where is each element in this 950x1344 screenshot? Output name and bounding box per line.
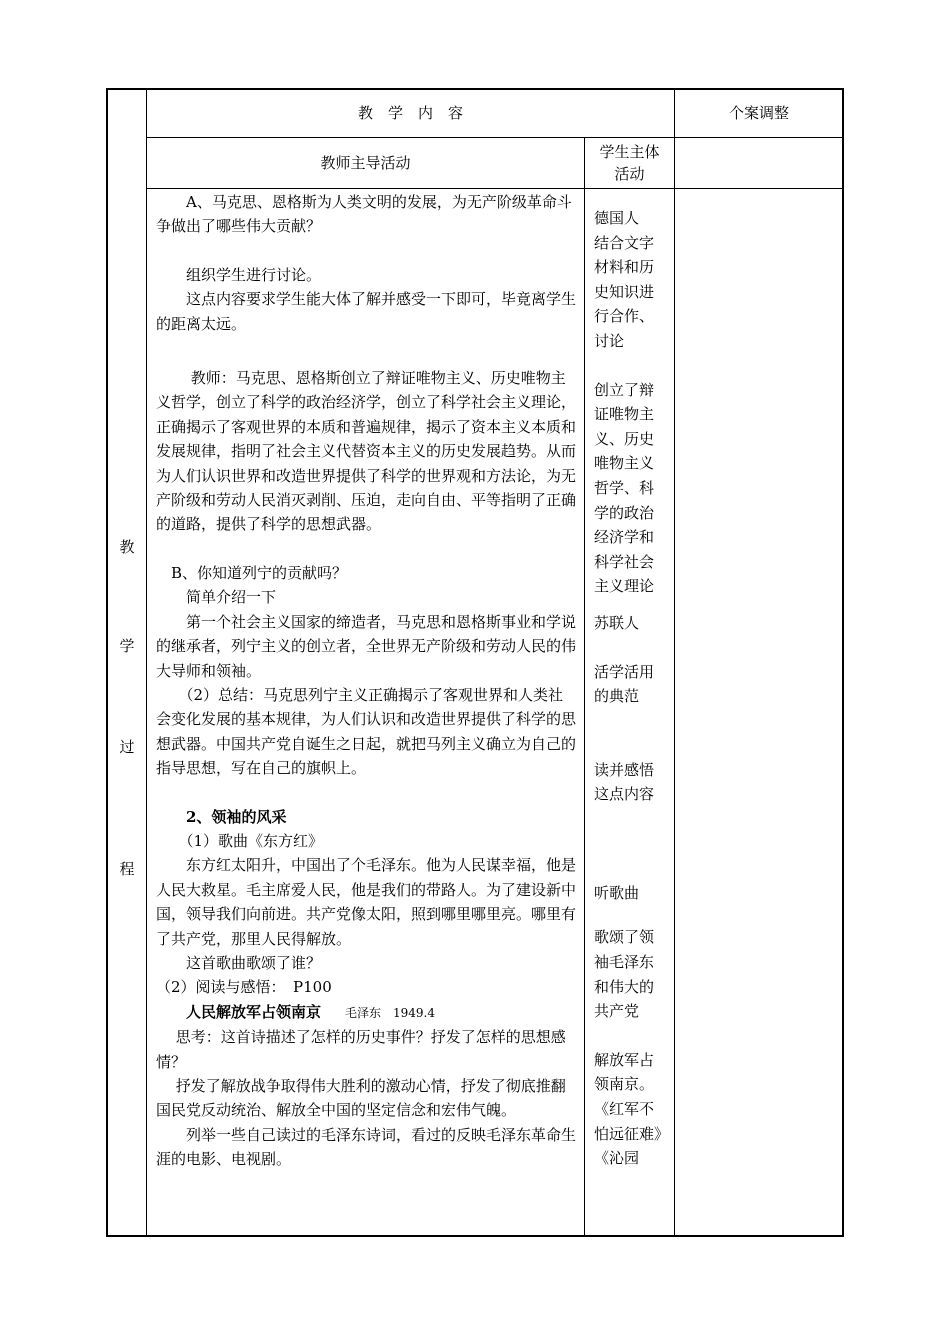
question-a: A、马克思、恩格斯为人类文明的发展，为无产阶级革命斗争做出了哪些伟大贡献？ [156,193,572,236]
student-activity-text [594,206,666,1171]
side-label-char-2: 学 [119,637,135,655]
section-heading-leader: 2、领袖的风采 [156,807,287,826]
column-divider-side [146,88,147,1237]
song-question: 这首歌曲歌颂了谁？ [156,953,322,972]
student-note-2: 结合文字材料和历史知识进行合作、讨论 [594,233,655,350]
teacher-explanation: 教师：马克思、恩格斯创立了辩证唯物主义、历史唯物主义哲学，创立了科学的政治经济学，创立了科学社会主义理论，正确揭示了客观世界的本质和普遍规律，揭示了资本主义本质和发展规律，指明了社会主义代替资本主义的历史发展趋势。从而为人们认识世界和改造世界提供了科学的世界观和方法论，为无产阶级和劳动人民消灭剥削、压迫，走向自由、平等指明了正确的道路，提供了科学的思想武器。 [156,369,577,534]
column-divider-student [584,137,585,1237]
poem-title: 人民解放军占领南京 [156,1002,322,1021]
lenin-description: 第一个社会主义国家的缔造者，马克思和恩格斯事业和学说的继承者，列宁主义的创立者，全世界无产阶级和劳动人民的伟大导师和领袖。 [156,612,577,680]
adjust-header: 个案调整 [728,104,789,122]
think-answer: 抒发了解放战争取得伟大胜利的激动心情，抒发了彻底推翻国民党反动统治、解放全中国的坚定信念和宏伟气魄。 [156,1077,566,1120]
student-header-line1: 学生主体 [599,143,660,161]
side-label-char-4: 程 [119,860,135,878]
organize-discussion: 组织学生进行讨论。 [156,265,322,284]
song-lyrics: 东方红太阳升，中国出了个毛泽东。他为人民谋幸福，他是人民大救星。毛主席爱人民，他是我们的带路人。为了建设新中国，领导我们向前进。共产党像太阳，照到哪里哪里亮。哪里有了共产党，那里人民得解放。 [156,856,577,948]
student-note-4: 苏联人 [594,613,640,632]
side-label-char-3: 过 [119,738,135,756]
side-label-char-1: 教 [119,538,135,556]
row-divider-header [146,137,843,138]
song-title: （1）歌曲《东方红》 [156,831,324,850]
column-divider-adjust [674,88,675,1237]
student-note-6: 读并感悟这点内容 [594,760,655,804]
poem-line [156,1000,576,1025]
student-note-8: 歌颂了领袖毛泽东和伟大的共产党 [594,928,655,1021]
student-note-3: 创立了辩证唯物主义、历史唯物主义哲学、科学的政治经济学和科学社会主义理论 [594,380,655,596]
reading-prompt: （2）阅读与感悟： P100 [156,978,332,997]
student-header-line2: 活动 [614,165,645,183]
student-column-header [585,141,674,185]
student-note-5: 活学活用的典范 [594,662,655,706]
student-note-7: 听歌曲 [594,883,640,902]
content-header: 教 学 内 容 [357,104,463,122]
poem-author: 毛泽东 1949.4 [321,1005,436,1020]
brief-intro: 简单介绍一下 [156,588,277,607]
teacher-activity-text [156,190,576,1172]
row-divider-subheader [146,188,843,189]
list-prompt: 列举一些自己读过的毛泽东诗词，看过的反映毛泽东革命生涯的电影、电视剧。 [156,1125,577,1169]
think-question: 思考：这首诗描述了怎样的历史事件？抒发了怎样的思想感情？ [156,1028,566,1071]
question-b: B、你知道列宁的贡献吗？ [156,563,348,582]
summary-paragraph: （2）总结：马克思列宁主义正确揭示了客观世界和人类社会变化发展的基本规律，为人们认识和改造世界提供了科学的思想武器。中国共产党自诞生之日起，就把马列主义确立为自己的指导思想，写在自己的旗帜上。 [156,685,577,778]
student-note-1: 德国人 [594,209,640,227]
student-note-9: 解放军占领南京。《红军不怕远征难》《沁园 [594,1050,662,1168]
requirement-note: 这点内容要求学生能大体了解并感受一下即可，毕竟离学生的距离太远。 [156,290,577,333]
teacher-column-header: 教师主导活动 [320,154,411,172]
